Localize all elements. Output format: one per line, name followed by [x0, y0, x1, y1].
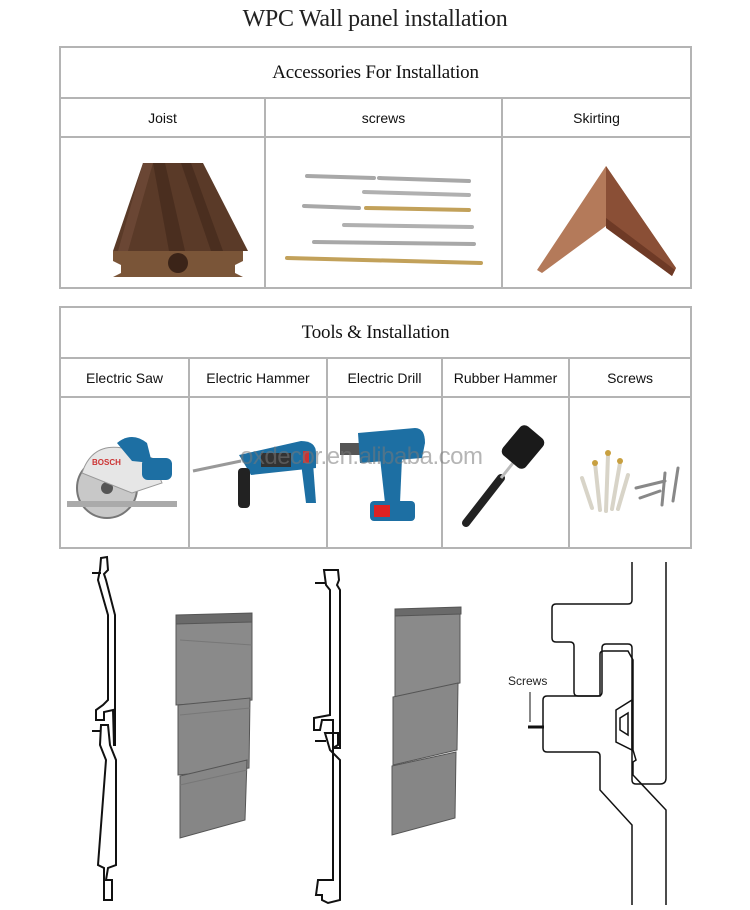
- accessories-table: [59, 46, 692, 289]
- svg-text:BOSCH: BOSCH: [92, 457, 121, 467]
- tools-heading: Tools & Installation: [60, 307, 691, 358]
- watermark-text: oxdecor.en.alibaba.com: [240, 443, 483, 470]
- rubber-hammer-image: [442, 397, 569, 548]
- tool-label-electric-saw: Electric Saw: [60, 358, 189, 397]
- electric-hammer-image: [189, 397, 327, 548]
- rubber-mallet-icon: [446, 413, 566, 533]
- joist-image: [60, 137, 265, 288]
- joint-detail-diagram-icon: [528, 562, 666, 905]
- accessory-label-joist: Joist: [60, 98, 265, 137]
- accessory-label-skirting: Skirting: [502, 98, 691, 137]
- anchor-screws-icon: [570, 413, 690, 533]
- screws-icon: [269, 148, 499, 278]
- screws-callout-label: Screws: [508, 674, 548, 688]
- panel-render-2-icon: [392, 607, 461, 835]
- accessory-label-screws: screws: [265, 98, 502, 137]
- screws-image: [265, 137, 502, 288]
- circular-saw-icon: [62, 413, 187, 533]
- page-title: WPC Wall panel installation: [242, 6, 508, 32]
- cordless-drill-icon: [330, 413, 440, 533]
- rotary-hammer-icon: [191, 413, 326, 533]
- profile-diagram-1-icon: [92, 557, 116, 900]
- joist-icon: [73, 143, 253, 283]
- tool-label-electric-drill: Electric Drill: [327, 358, 442, 397]
- accessories-heading: Accessories For Installation: [60, 47, 691, 98]
- skirting-icon: [512, 148, 682, 278]
- skirting-image: [502, 137, 691, 288]
- electric-drill-image: [327, 397, 442, 548]
- tool-label-screws: Screws: [569, 358, 691, 397]
- tool-label-rubber-hammer: Rubber Hammer: [442, 358, 569, 397]
- tool-label-electric-hammer: Electric Hammer: [189, 358, 327, 397]
- electric-saw-image: [60, 397, 189, 548]
- panel-render-1-icon: [176, 613, 252, 838]
- profile-diagram-2-icon: [314, 570, 340, 903]
- installation-diagrams: [0, 550, 750, 910]
- tools-table: [59, 306, 692, 549]
- screws-tool-image: [569, 397, 691, 548]
